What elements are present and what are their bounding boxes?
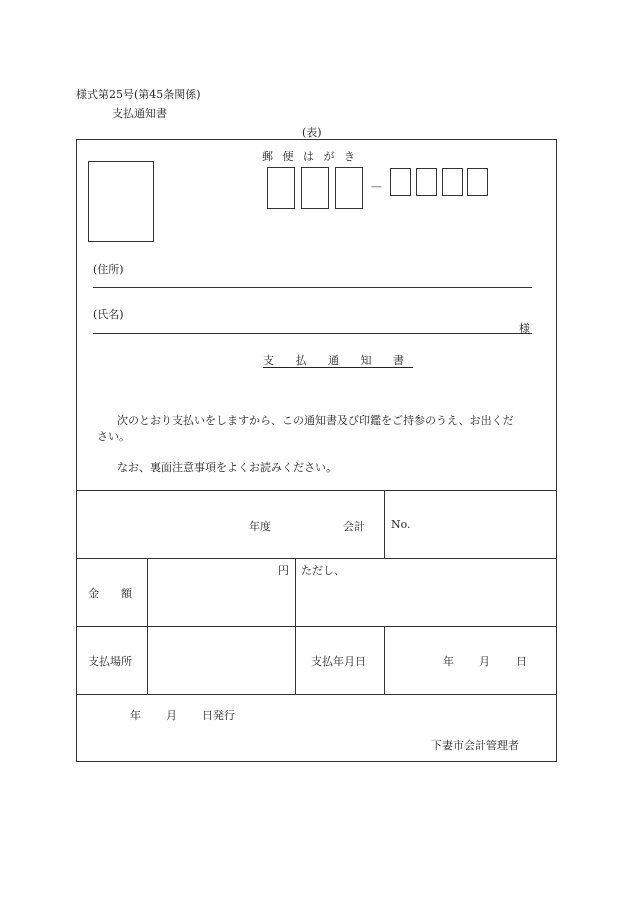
notice-title: 支 払 通 知 書 [263,354,413,367]
address-line[interactable] [93,287,532,288]
table-divider [147,558,148,694]
address-label: (住所) [93,263,124,276]
issue-day: 日発行 [202,709,235,722]
issue-year: 年 [130,709,141,722]
postal-code-digit-3[interactable] [335,167,363,209]
table-divider [76,558,557,559]
yen-label: 円 [278,564,289,577]
amount-label: 金 額 [88,587,132,600]
account-label: 会計 [343,520,365,533]
payment-place-label: 支払場所 [88,655,132,668]
proviso-label: ただし、 [301,564,345,577]
postal-code-dash: — [371,180,382,193]
stamp-box [88,161,154,242]
side-label: (表) [302,126,322,139]
postcard-label: 郵 便 は が き [262,150,358,163]
form-title: 支払通知書 [112,107,167,120]
table-divider [76,694,557,695]
postal-code-digit-5[interactable] [416,168,437,196]
form-number: 様式第25号(第45条関係) [76,88,201,101]
payment-date-label: 支払年月日 [311,655,366,668]
postal-code-digit-2[interactable] [301,167,329,209]
postal-code-digit-6[interactable] [442,168,463,196]
issue-month: 月 [166,709,177,722]
payment-date-month: 月 [479,655,490,668]
honorific: 様 [519,322,530,335]
number-label: No. [391,518,411,531]
issuer-name: 下妻市会計管理者 [431,739,519,752]
payment-date-day: 日 [516,655,527,668]
notice-body-line-1: 次のとおり支払いをしますから、この通知書及び印鑑をご持参のうえ、お出くだ [117,414,514,427]
table-divider [76,626,557,627]
table-divider [295,558,296,694]
notice-body-line-3: なお、裏面注意事項をよくお読みください。 [117,461,337,474]
table-divider [76,490,557,491]
table-divider [384,490,385,558]
postal-code-digit-7[interactable] [467,168,488,196]
table-divider [384,626,385,694]
name-label: (氏名) [93,308,124,321]
notice-body-line-2: さい。 [97,430,130,443]
name-line[interactable] [93,333,532,334]
payment-date-year: 年 [443,655,454,668]
postal-code-digit-1[interactable] [267,167,295,209]
fiscal-year-label: 年度 [249,520,271,533]
postal-code-digit-4[interactable] [390,168,411,196]
